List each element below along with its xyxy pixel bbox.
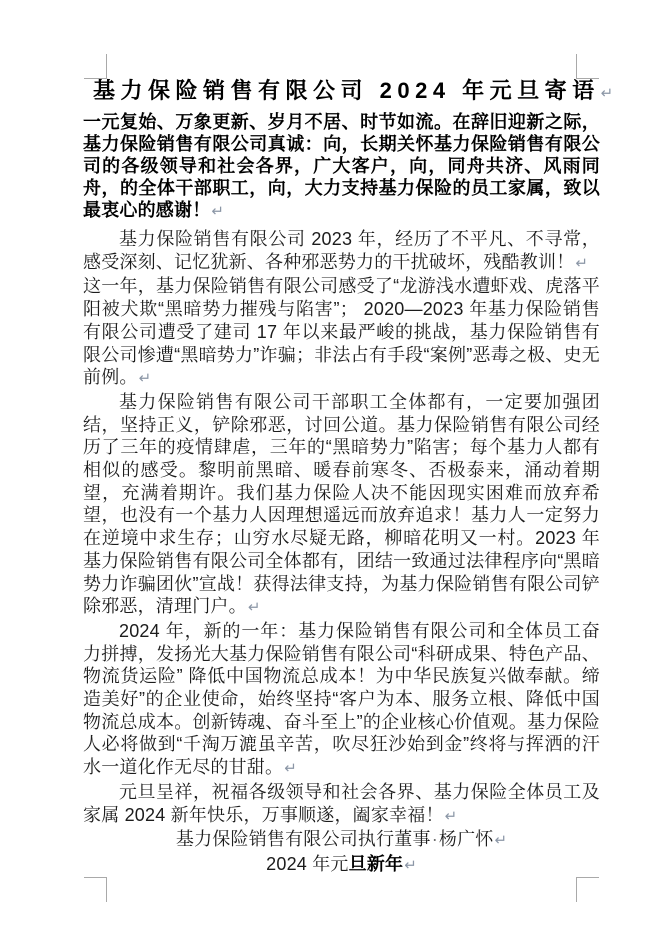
- date-line: [83, 853, 600, 878]
- paragraph-mark-icon: ↵: [444, 807, 458, 825]
- date-regular-text: 2024 年元: [266, 853, 349, 874]
- paragraph-text: 这一年，基力保险销售有限公司感受了“龙游浅水遭虾戏、虎落平阳被犬欺“黑暗势力摧残与陷害”； 2020—2023 年基力保险销售有限公司遭受了建司 17 年以来最严峻的挑战，基力保险销售有限公司惨遭“黑暗势力”诈骗；非法占有手段“案例”恶毒之极、史无前例。: [83, 276, 600, 388]
- paragraph-mark-icon: ↵: [494, 832, 508, 850]
- paragraph-text: 基力保险销售有限公司 2023 年，经历了不平凡、不寻常，感受深刻、记忆犹新、各种邪恶势力的干扰破坏，残酷教训！: [83, 229, 600, 272]
- paragraph-mark-icon: ↵: [211, 203, 224, 220]
- paragraph-text: 2024 年，新的一年：基力保险销售有限公司和全体员工奋力拼搏，发扬光大基力保险销售有限公司“科研成果、特色产品、物流货运险” 降低中国物流总成本！为中华民族复兴做奉献。缔造美好”的企业使命，始终坚持“客户为本、服务立根、降低中国物流总成本。创新铸魂、奋斗至上”的企业核心价值观。基力保险人必将做到“千淘万漉虽辛苦，吹尽狂沙始到金”终将与挥洒的汗水一道化作无尽的甘甜。: [83, 620, 600, 778]
- paragraph-mark-icon: ↵: [284, 760, 297, 778]
- paragraph-text: 元旦呈祥，祝福各级领导和社会各界、基力保险全体员工及家属 2024 新年快乐，万事顺遂，阖家幸福！: [83, 781, 600, 825]
- margin-mark-bottom-right-icon: [576, 877, 599, 902]
- paragraph-2023-review: [83, 228, 600, 275]
- signature-name-text: 杨广怀: [438, 829, 494, 850]
- document-title-text: 基力保险销售有限公司 2024 年元旦寄语: [93, 78, 600, 103]
- document-title: [93, 76, 614, 109]
- space-mark-icon: ·: [431, 829, 438, 850]
- paragraph-mark-icon: ↵: [575, 254, 588, 272]
- signature-line: [83, 828, 600, 853]
- paragraph-new-year-wishes: [83, 781, 600, 828]
- signature-title-text: 基力保险销售有限公司执行董事: [175, 829, 431, 850]
- margin-mark-bottom-left-icon: [84, 877, 107, 902]
- date-bold-text: 旦新年: [348, 853, 404, 874]
- paragraph-mark-icon: ↵: [138, 370, 152, 388]
- paragraph-this-year: [83, 275, 600, 391]
- paragraph-2024-outlook: [83, 620, 600, 781]
- paragraph-staff-unity: [83, 391, 600, 620]
- paragraph-mark-icon: ↵: [600, 85, 614, 102]
- paragraph-mark-icon: ↵: [404, 856, 417, 874]
- paragraph-lead-text: 一元复始、万象更新、岁月不居、时节如流。在辞旧迎新之际，基力保险销售有限公司真诚：向，长期关怀基力保险销售有限公司的各级领导和社会各界，广大客户，向，同舟共济、风雨同舟，的全体干部职工，向，大力支持基力保险的员工家属，致以最衷心的感谢！: [83, 112, 600, 220]
- document-text-area[interactable]: [83, 76, 614, 878]
- paragraph-mark-icon: ↵: [247, 599, 261, 617]
- paragraph-text: 基力保险销售有限公司干部职工全体都有，一定要加强团结，坚持正义，铲除邪恶，讨回公道。基力保险销售有限公司经历了三年的疫情肆虐，三年的“黑暗势力”陷害；每个基力人都有相似的感受。黎明前黑暗、暖春前寒冬、否极泰来，涌动着期望，充满着期许。我们基力保险人决不能因现实困难而放弃希望，也没有一个基力人因理想遥远而放弃追求！基力人一定努力在逆境中求生存；山穷水尽疑无路，柳暗花明又一村。2023 年基力保险销售有限公司全体都有，团结一致通过法律程序向“黑暗势力诈骗团伙”宣战！获得法律支持，为基力保险销售有限公司铲除邪恶，清理门户。: [83, 391, 600, 617]
- paragraph-lead: [83, 111, 600, 223]
